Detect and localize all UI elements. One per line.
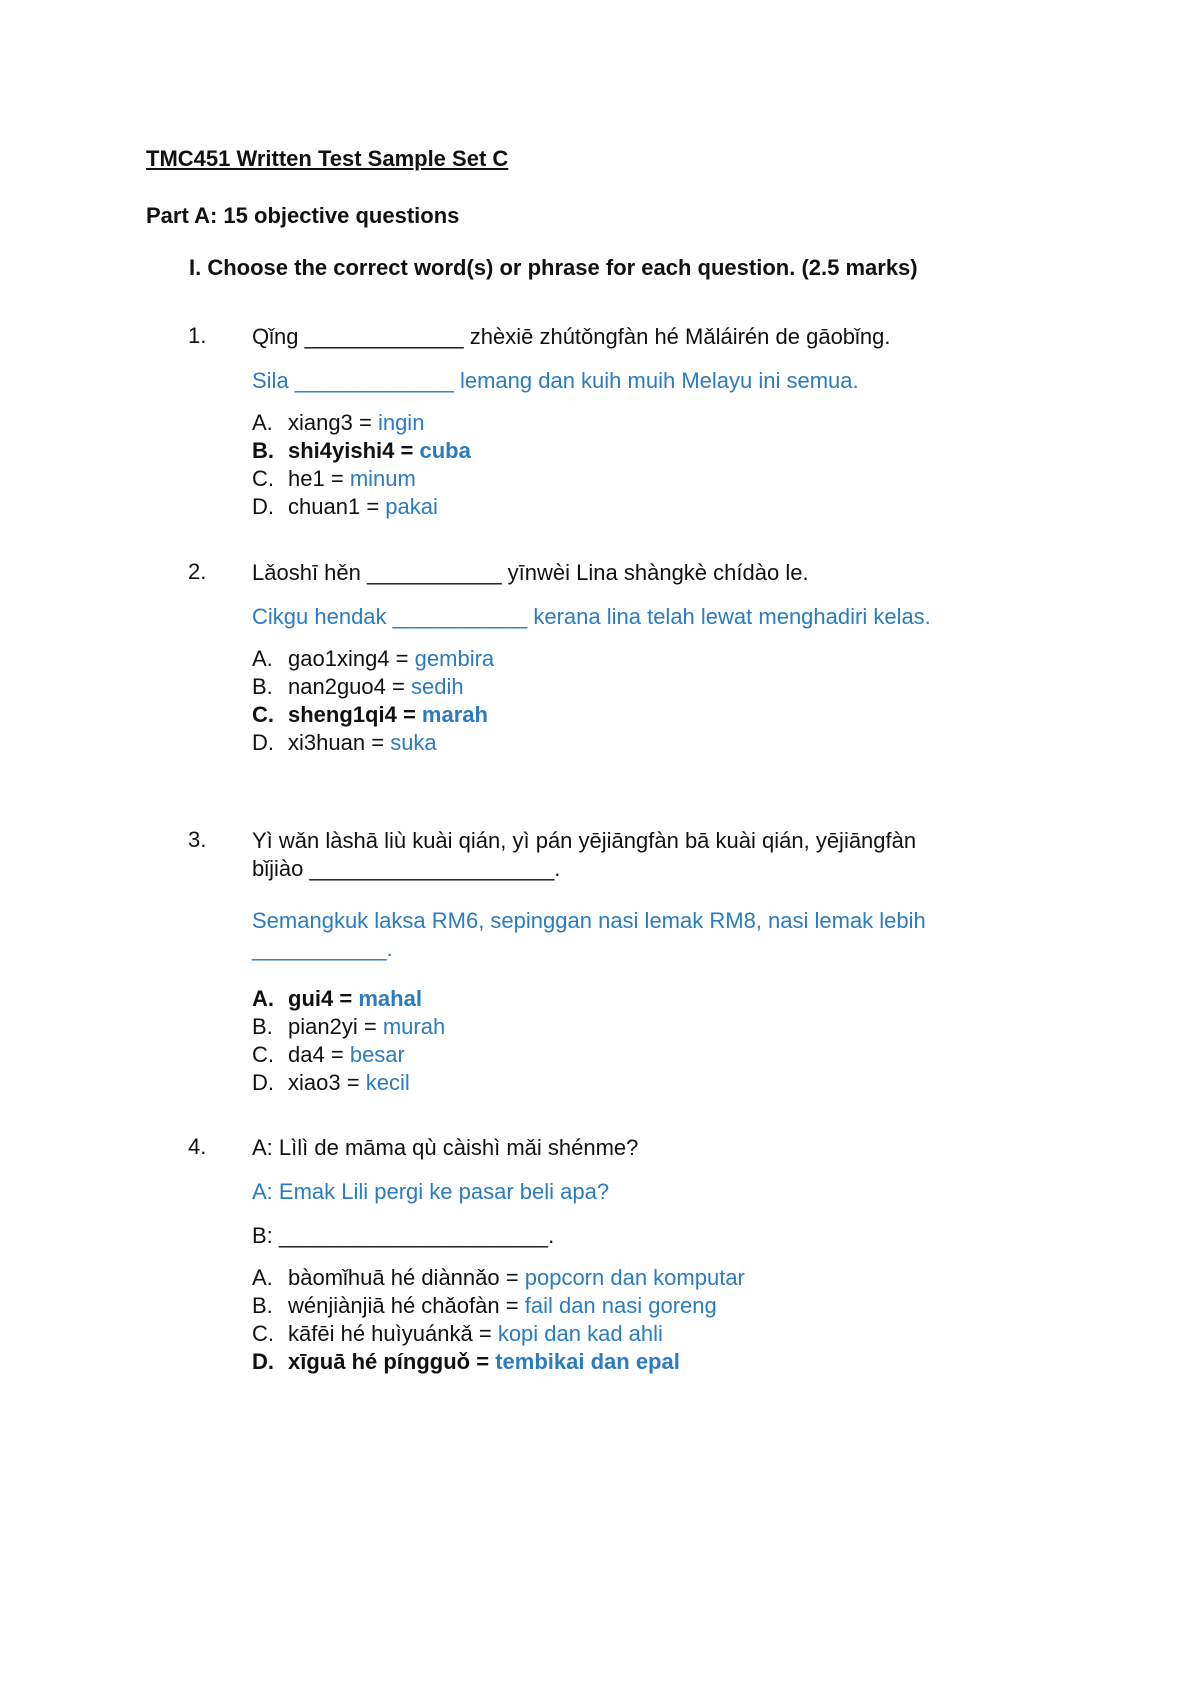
option-d: D. chuan1 = pakai xyxy=(252,494,438,519)
question-prompt-malay: Sila _____________ lemang dan kuih muih Melayu ini semua. xyxy=(252,368,859,393)
option-c-correct: C. sheng1qi4 = marah xyxy=(252,702,488,727)
question-prompt-a-malay: A: Emak Lili pergi ke pasar beli apa? xyxy=(252,1179,610,1204)
question-prompt-chinese: Qǐng _____________ zhèxiē zhútǒngfàn hé Mǎláirén de gāobǐng. xyxy=(252,324,891,349)
question-prompt-chinese: Lǎoshī hěn ___________ yīnwèi Lina shàngkè chídào le. xyxy=(252,560,809,585)
options-list xyxy=(252,985,1052,1097)
option-d-correct: D. xīguā hé píngguǒ = tembikai dan epal xyxy=(252,1349,680,1374)
part-heading: Part A: 15 objective questions xyxy=(146,203,460,228)
option-a: A. bàomǐhuā hé diànnǎo = popcorn dan komputar xyxy=(252,1265,745,1290)
option-b: B. pian2yi = murah xyxy=(252,1014,446,1039)
option-b-correct: B. shi4yishi4 = cuba xyxy=(252,438,471,463)
option-b: B. wénjiànjiā hé chǎofàn = fail dan nasi goreng xyxy=(252,1293,717,1318)
option-b: B. nan2guo4 = sedih xyxy=(252,674,464,699)
options-list xyxy=(252,409,1052,521)
options-list xyxy=(252,645,1052,757)
question-prompt-chinese-line-2: bǐjiào ____________________. xyxy=(252,856,561,881)
question-prompt-malay: Cikgu hendak ___________ kerana lina telah lewat menghadiri kelas. xyxy=(252,604,931,629)
options-list xyxy=(252,1264,1052,1376)
question-prompt-chinese-line-1: Yì wǎn làshā liù kuài qián, yì pán yējiāngfàn bā kuài qián, yējiāngfàn xyxy=(252,828,917,853)
question-number: 2. xyxy=(188,559,207,584)
question-number: 1. xyxy=(188,323,207,348)
document-title: TMC451 Written Test Sample Set C xyxy=(146,146,509,171)
option-a: A. gao1xing4 = gembira xyxy=(252,646,495,671)
question-number: 4. xyxy=(188,1134,207,1159)
question-prompt-malay-line-1: Semangkuk laksa RM6, sepinggan nasi lemak RM8, nasi lemak lebih xyxy=(252,908,926,933)
section-instruction: I. Choose the correct word(s) or phrase for each question. (2.5 marks) xyxy=(189,255,918,280)
option-c: C. he1 = minum xyxy=(252,466,416,491)
option-c: C. kāfēi hé huìyuánkǎ = kopi dan kad ahli xyxy=(252,1321,663,1346)
option-d: D. xi3huan = suka xyxy=(252,730,437,755)
question-prompt-a-chinese: A: Lìlì de māma qù càishì mǎi shénme? xyxy=(252,1135,639,1160)
option-a: A. xiang3 = ingin xyxy=(252,410,425,435)
option-c: C. da4 = besar xyxy=(252,1042,405,1067)
option-a-correct: A. gui4 = mahal xyxy=(252,986,422,1011)
question-prompt-b: B: ______________________. xyxy=(252,1223,555,1248)
question-prompt-malay-line-2: ___________. xyxy=(252,936,393,961)
question-number: 3. xyxy=(188,827,207,852)
option-d: D. xiao3 = kecil xyxy=(252,1070,410,1095)
